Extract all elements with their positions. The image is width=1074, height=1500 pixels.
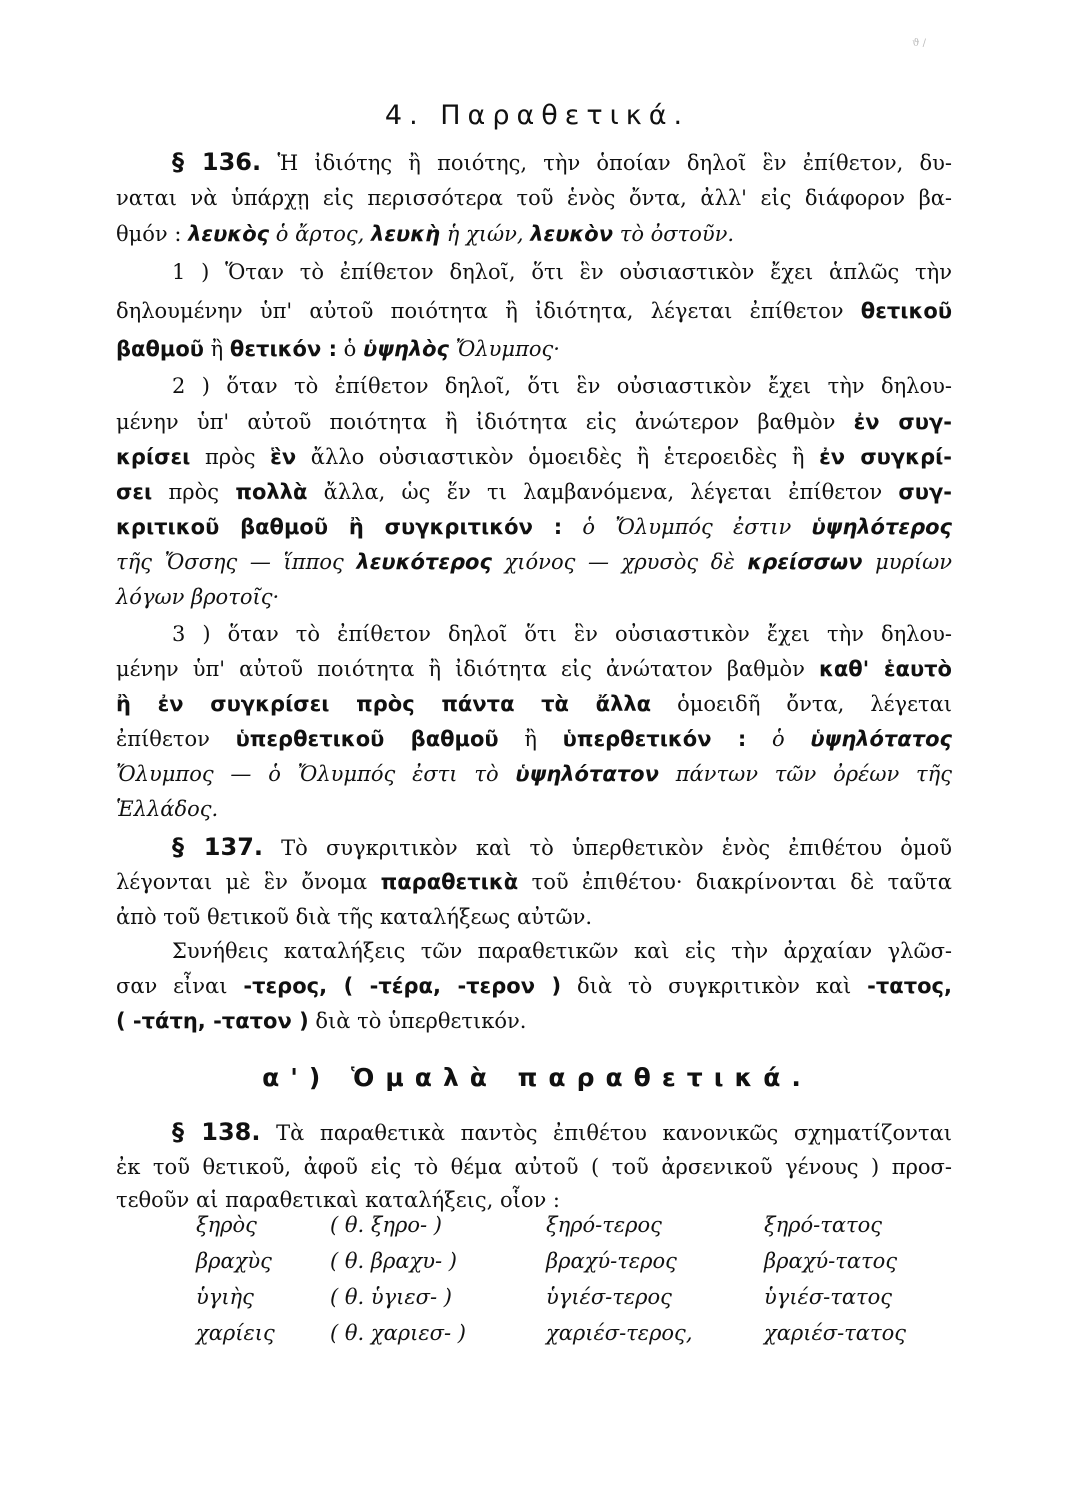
examples-table: [196, 1213, 956, 1357]
item2-line-2: μένην ὑπ' αὐτοῦ ποιότητα ἢ ἰδιότητα εἰς ἀνώτερον βαθμὸν ἐν συγ-: [116, 410, 952, 434]
section-number-138: § 138.: [172, 1118, 261, 1146]
p137-line-5: σαν εἶναι -τερος, ( -τέρα, -τερον ) διὰ τὸ συγκριτικὸν καὶ -τατος,: [116, 974, 952, 998]
item2-line-7: λόγων βροτοῖς·: [116, 585, 280, 609]
item2-line-1: 2 ) ὅταν τὸ ἐπίθετον δηλοῖ, ὅτι ἓν οὐσιαστικὸν ἔχει τὴν δηλου-: [172, 374, 952, 398]
item1-line-1: 1 ) Ὅταν τὸ ἐπίθετον δηλοῖ, ὅτι ἓν οὐσιαστικὸν ἔχει ἁπλῶς τὴν: [172, 260, 952, 284]
item1-line-2: δηλουμένην ὑπ' αὐτοῦ ποιότητα ἢ ἰδιότητα, λέγεται ἐπίθετον θετικοῦ: [116, 299, 952, 323]
p138-line-3: τεθοῦν αἱ παραθετικαὶ καταλήξεις, οἷον :: [116, 1188, 561, 1212]
p138-line-2: ἐκ τοῦ θετικοῦ, ἀφοῦ εἰς τὸ θέμα αὐτοῦ ( τοῦ ἀρσενικοῦ γένους ) προσ-: [116, 1155, 952, 1179]
page-title: 4. Παραθετικά.: [384, 100, 690, 131]
table-row: ξηρὸς ( θ. ξηρο- ) ξηρό-τερος ξηρό-τατος: [196, 1213, 883, 1237]
item2-line-6: τῆς Ὄσσης — ἵππος λευκότερος χιόνος — χρυσὸς δὲ κρείσσων μυρίων: [116, 550, 952, 574]
item1-line-3: βαθμοῦ ἢ θετικόν : ὁ ὑψηλὸς Ὄλυμπος·: [116, 337, 560, 361]
item2-line-3: κρίσει πρὸς ἓν ἄλλο οὐσιαστικὸν ὁμοειδὲς ἢ ἑτεροειδὲς ἢ ἐν συγκρί-: [116, 445, 953, 469]
item3-line-3: ἢ ἐν συγκρίσει πρὸς πάντα τὰ ἄλλα ὁμοειδῆ ὄντα, λέγεται: [116, 692, 952, 716]
p137-line-3: ἀπὸ τοῦ θετικοῦ διὰ τῆς καταλήξεως αὐτῶν.: [116, 905, 593, 929]
table-row: ὑγιὴς ( θ. ὑγιεσ- ) ὑγιέσ-τερος ὑγιέσ-τατος: [196, 1285, 893, 1309]
p136-line-1: § 136. Ἡ ἰδιότης ἢ ποιότης, τὴν ὁποίαν δηλοῖ ἓν ἐπίθετον, δυ-: [172, 148, 952, 176]
item2-line-5: κριτικοῦ βαθμοῦ ἢ συγκριτικόν : ὁ Ὄλυμπός ἐστιν ὑψηλότερος: [116, 515, 952, 539]
section-number-137: § 137.: [172, 833, 264, 861]
item3-line-1: 3 ) ὅταν τὸ ἐπίθετον δηλοῖ ὅτι ἓν οὐσιαστικὸν ἔχει τὴν δηλου-: [172, 622, 952, 646]
item3-line-6: Ἑλλάδος.: [116, 797, 219, 821]
p137-line-2: λέγονται μὲ ἓν ὄνομα παραθετικὰ τοῦ ἐπιθέτου· διακρίνονται δὲ ταῦτα: [116, 870, 952, 894]
corner-mark: ϑ /: [912, 38, 926, 49]
item3-line-4: ἐπίθετον ὑπερθετικοῦ βαθμοῦ ἢ ὑπερθετικόν : ὁ ὑψηλότατος: [116, 727, 952, 751]
p137-line-6: ( -τάτη, -τατον ) διὰ τὸ ὑπερθετικόν.: [116, 1009, 527, 1033]
p136-line-3: θμόν : λευκὸς ὁ ἄρτος, λευκὴ ἡ χιών, λευκὸν τὸ ὀστοῦν.: [116, 222, 735, 246]
p138-line-1: § 138. Τὰ παραθετικὰ παντὸς ἐπιθέτου κανονικῶς σχηματίζονται: [172, 1118, 952, 1146]
item2-line-4: σει πρὸς πολλὰ ἄλλα, ὡς ἕν τι λαμβανόμενα, λέγεται ἐπίθετον συγ-: [116, 480, 952, 504]
item3-line-5: Ὄλυμπος — ὁ Ὄλυμπός ἐστι τὸ ὑψηλότατον πάντων τῶν ὀρέων τῆς: [116, 762, 952, 786]
p137-line-4: Συνήθεις καταλήξεις τῶν παραθετικῶν καὶ εἰς τὴν ἀρχαίαν γλῶσ-: [172, 939, 952, 963]
table-row: βραχὺς ( θ. βραχυ- ) βραχύ-τερος βραχύ-τατος: [196, 1249, 898, 1273]
table-row: χαρίεις ( θ. χαριεσ- ) χαριέσ-τερος, χαριέσ-τατος: [196, 1321, 907, 1345]
p137-line-1: § 137. Τὸ συγκριτικὸν καὶ τὸ ὑπερθετικὸν ἑνὸς ἐπιθέτου ὁμοῦ: [172, 833, 952, 861]
item3-line-2: μένην ὑπ' αὐτοῦ ποιότητα ἢ ἰδιότητα εἰς ἀνώτατον βαθμὸν καθ' ἑαυτὸ: [116, 657, 952, 681]
subheading-regular-comparatives: α') Ὁμαλὰ παραθετικά.: [262, 1063, 812, 1092]
p136-line-2: ναται νὰ ὑπάρχῃ εἰς περισσότερα τοῦ ἑνὸς ὄντα, ἀλλ' εἰς διάφορον βα-: [116, 186, 952, 210]
section-number-136: § 136.: [172, 148, 262, 176]
